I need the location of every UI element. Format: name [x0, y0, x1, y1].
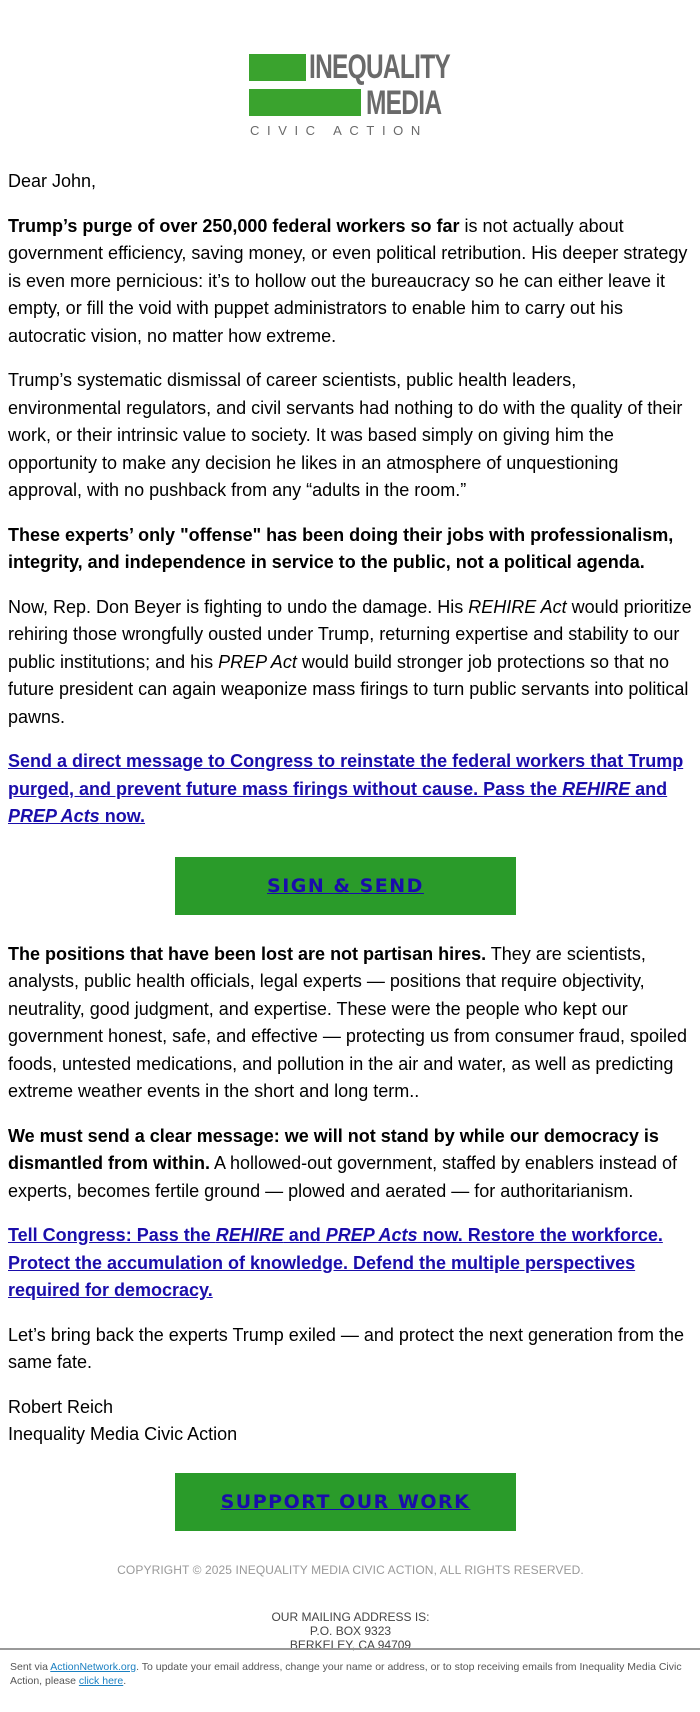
footer-sent-via: Sent via [10, 1661, 51, 1673]
tell-congress-link-prep: PREP Acts [325, 1225, 418, 1245]
paragraph-bring-back: Let’s bring back the experts Trump exiled — and protect the next generation from the same fate. [8, 1324, 685, 1372]
actionnetwork-link[interactable]: ActionNetwork.org [50, 1661, 137, 1673]
copyright-text: COPYRIGHT © 2025 INEQUALITY MEDIA CIVIC ACTION, ALL RIGHTS RESERVED. [117, 1562, 584, 1577]
paragraph-purge-bold: Trump’s purge of over 250,000 federal workers so far [8, 215, 460, 236]
logo-text-inequality: INEQUALITY [309, 48, 451, 86]
paragraph-link-send-message [8, 748, 693, 831]
tell-congress-link[interactable] [8, 1225, 663, 1300]
paragraph-rep-beyer [8, 594, 693, 732]
mailing-address-line2: BERKELEY, CA 94709 [289, 1638, 412, 1652]
logo-text-civic-action: CIVIC ACTION [250, 123, 428, 138]
mailing-address-label: OUR MAILING ADDRESS IS: [271, 1610, 430, 1624]
paragraph-clear-message-text: A hollowed-out government, staffed by enablers instead of experts, becomes fertile ground — plowed and aerated — for authoritarianism. [8, 1153, 677, 1201]
signature [8, 1394, 693, 1449]
sign-send-row [8, 848, 693, 915]
footer-end: . [123, 1675, 127, 1687]
logo-text-media: MEDIA [366, 84, 442, 122]
signature-org: Inequality Media Civic Action [8, 1424, 238, 1444]
send-message-link[interactable] [8, 751, 683, 826]
unsubscribe-click-here-link[interactable]: click here [78, 1675, 124, 1687]
paragraph-dismissal: Trump’s systematic dismissal of career scientists, public health leaders, environmental regulators, and civil servants had nothing to do with the quality of their work, or their intrinsic value to society. It was based simply on giving him the opportunity to make any decision he likes in an atmosphere of unquestioning approval, with no pushback from any “adults in the room.” [8, 370, 683, 500]
email-footer [0, 1648, 700, 1688]
tell-congress-link-text-c: now. Restore the workforce. Protect the accumulation of knowledge. Defend the multiple perspectives required for democracy. [8, 1225, 663, 1300]
send-message-link-prep: PREP Acts [8, 806, 100, 826]
send-message-link-text-c: now. [99, 806, 146, 826]
logo-bar-top [249, 54, 306, 81]
paragraph-experts-offense-bold: These experts’ only "offense" has been doing their jobs with professionalism, integrity, and independence in service to the public, not a political agenda. [8, 524, 674, 572]
paragraph-positions-lost [8, 941, 693, 1106]
tell-congress-link-rehire: REHIRE [215, 1225, 284, 1245]
send-message-link-text-a: Send a direct message to Congress to reinstate the federal workers that Trump purged, and prevent future mass firings without cause. Pass the [8, 751, 684, 799]
support-row [8, 1463, 693, 1531]
footer-text: . To update your email address, change your name or address, or to stop receiving emails from Inequality Media Civic Action, please [10, 1661, 682, 1687]
signature-name: Robert Reich [8, 1396, 114, 1417]
paragraph-clear-message-bold: We must send a clear message: we will not stand by while our democracy is dismantled from within. [8, 1125, 659, 1173]
logo-bar-bottom [249, 89, 361, 116]
tell-congress-link-text-b: and [283, 1225, 326, 1245]
send-message-link-rehire: REHIRE [562, 778, 631, 799]
paragraph-rep-beyer-text-b: would prioritize rehiring those wrongfully ousted under Trump, returning expertise and stability to our public institutions; and his [8, 596, 692, 672]
rehire-act-italic: REHIRE Act [468, 596, 567, 617]
paragraph-clear-message [8, 1123, 693, 1206]
sign-and-send-button[interactable]: SIGN & SEND [175, 857, 516, 915]
greeting: Dear John, [8, 171, 97, 191]
prep-act-italic: PREP Act [218, 651, 297, 672]
paragraph-purge [8, 213, 693, 351]
inequality-media-logo[interactable] [246, 48, 456, 140]
paragraph-experts-offense [8, 522, 693, 577]
mailing-address-line1: P.O. BOX 9323 [309, 1624, 392, 1638]
tell-congress-link-text-a: Tell Congress: Pass the [8, 1225, 216, 1245]
mailing-address [8, 1610, 693, 1652]
paragraph-rep-beyer-text-a: Now, Rep. Don Beyer is fighting to undo the damage. His [8, 596, 469, 617]
email-content [8, 168, 693, 1652]
support-our-work-button[interactable]: SUPPORT OUR WORK [175, 1473, 516, 1531]
paragraph-positions-lost-text: They are scientists, analysts, public health officials, legal experts — positions that require objectivity, neutrality, good judgment, and expertise. These were the people who kept our government honest, safe, and effective — protecting us from consumer fraud, spoiled foods, untested medications, and pollution in the air and water, as well as predicting extreme weather events in the short and long term.. [8, 943, 688, 1101]
send-message-link-text-b: and [630, 778, 668, 799]
paragraph-positions-lost-bold: The positions that have been lost are not partisan hires. [8, 943, 487, 964]
paragraph-link-tell-congress [8, 1222, 693, 1305]
paragraph-purge-text: is not actually about government efficiency, saving money, or even political retribution. His deeper strategy is even more pernicious: it’s to hollow out the bureaucracy so he can either leave it empty, or fill the void with puppet administrators to enable him to carry out his autocratic vision, no matter how extreme. [8, 215, 688, 346]
paragraph-rep-beyer-text-c: would build stronger job protections so that no future president can again weaponize mass firings to turn public servants into political pawns. [8, 651, 689, 727]
